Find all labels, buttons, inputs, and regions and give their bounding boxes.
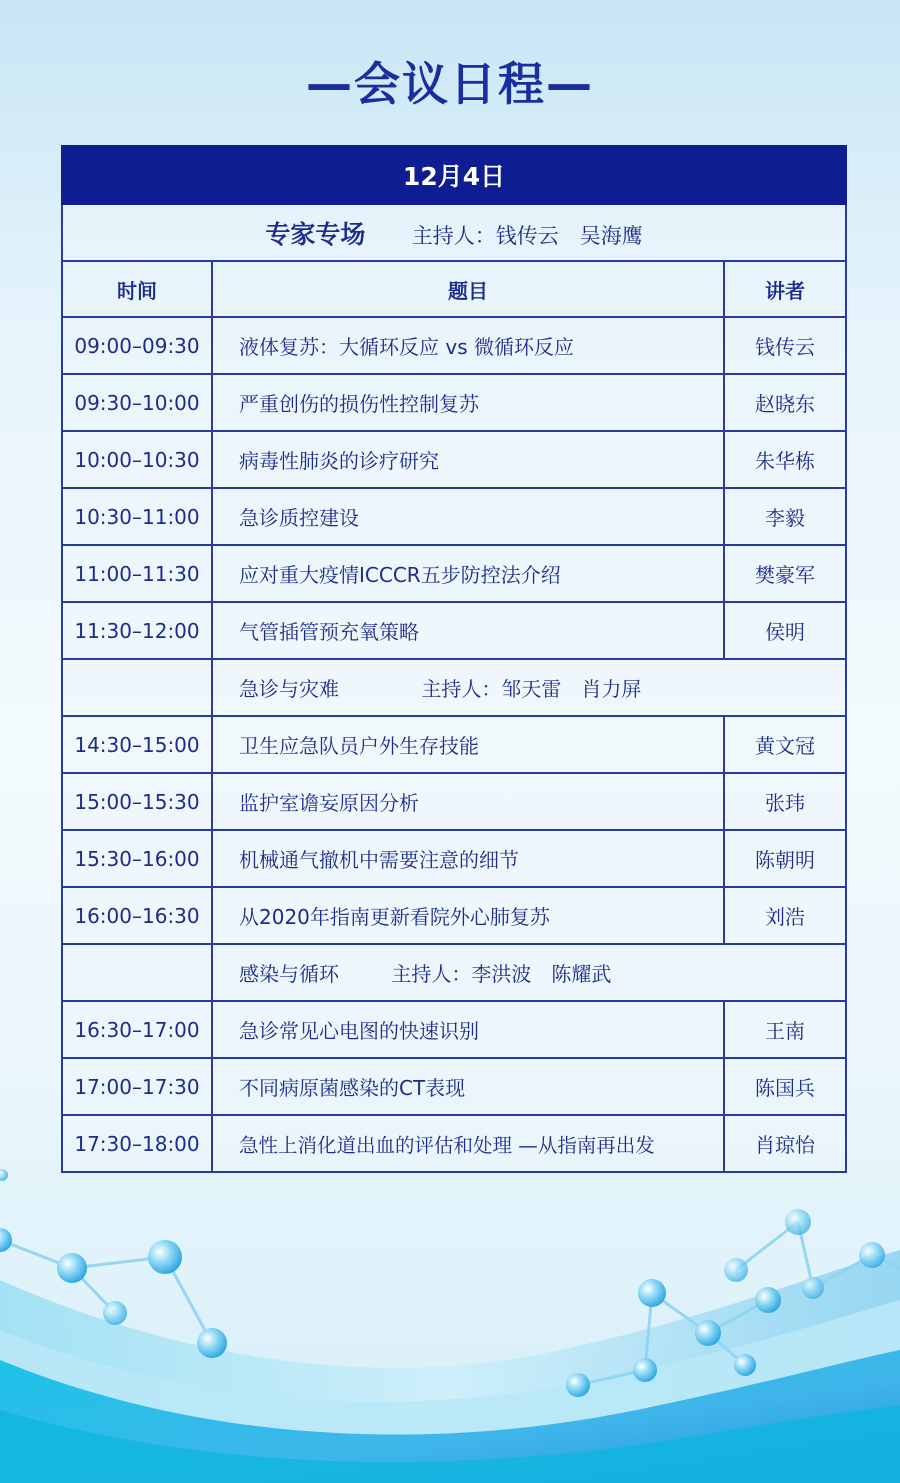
header-topic: 题目 bbox=[212, 261, 724, 317]
table-row bbox=[62, 1001, 846, 1058]
subsession-name: 感染与循环 bbox=[239, 962, 339, 986]
topic-cell: 机械通气撤机中需要注意的细节 bbox=[212, 830, 724, 887]
speaker-cell: 侯明 bbox=[724, 602, 846, 659]
time-cell: 10:00–10:30 bbox=[62, 431, 212, 488]
topic-cell: 监护室谵妄原因分析 bbox=[212, 773, 724, 830]
speaker-cell: 陈国兵 bbox=[724, 1058, 846, 1115]
subsession-cell bbox=[212, 944, 846, 1001]
topic-cell: 病毒性肺炎的诊疗研究 bbox=[212, 431, 724, 488]
topic-cell: 急诊常见心电图的快速识别 bbox=[212, 1001, 724, 1058]
time-cell: 09:00–09:30 bbox=[62, 317, 212, 374]
session-hosts: 主持人：钱传云 吴海鹰 bbox=[411, 223, 643, 248]
session-row bbox=[62, 204, 846, 261]
speaker-cell: 朱华栋 bbox=[724, 431, 846, 488]
topic-cell: 严重创伤的损伤性控制复苏 bbox=[212, 374, 724, 431]
time-cell: 11:30–12:00 bbox=[62, 602, 212, 659]
time-cell: 11:00–11:30 bbox=[62, 545, 212, 602]
table-row bbox=[62, 545, 846, 602]
table-row bbox=[62, 602, 846, 659]
time-cell: 14:30–15:00 bbox=[62, 716, 212, 773]
session-name: 专家专场 bbox=[265, 219, 366, 249]
table-row bbox=[62, 317, 846, 374]
subsession-row bbox=[62, 944, 846, 1001]
subsession-hosts: 主持人：邹天雷 肖力屏 bbox=[421, 677, 642, 701]
table-row bbox=[62, 1058, 846, 1115]
column-header-row bbox=[62, 261, 846, 317]
page-title: —会议日程— bbox=[306, 57, 594, 111]
speaker-cell: 李毅 bbox=[724, 488, 846, 545]
topic-cell: 卫生应急队员户外生存技能 bbox=[212, 716, 724, 773]
time-cell: 09:30–10:00 bbox=[62, 374, 212, 431]
time-cell: 10:30–11:00 bbox=[62, 488, 212, 545]
empty-cell bbox=[62, 944, 212, 1001]
subsession-name: 急诊与灾难 bbox=[239, 677, 339, 701]
topic-cell: 不同病原菌感染的CT表现 bbox=[212, 1058, 724, 1115]
subsession-cell bbox=[212, 659, 846, 716]
subsession-hosts: 主持人：李洪波 陈耀武 bbox=[391, 962, 612, 986]
topic-cell: 急诊质控建设 bbox=[212, 488, 724, 545]
header-time: 时间 bbox=[62, 261, 212, 317]
topic-cell: 液体复苏：大循环反应 vs 微循环反应 bbox=[212, 317, 724, 374]
table-row bbox=[62, 374, 846, 431]
table-row bbox=[62, 488, 846, 545]
table-row bbox=[62, 830, 846, 887]
speaker-cell: 钱传云 bbox=[724, 317, 846, 374]
time-cell: 15:30–16:00 bbox=[62, 830, 212, 887]
table-row bbox=[62, 716, 846, 773]
table-row bbox=[62, 773, 846, 830]
topic-cell: 急性上消化道出血的评估和处理 —从指南再出发 bbox=[212, 1115, 724, 1172]
speaker-cell: 张玮 bbox=[724, 773, 846, 830]
date-label: 12月4日 bbox=[62, 146, 846, 204]
speaker-cell: 陈朝明 bbox=[724, 830, 846, 887]
speaker-cell: 肖琼怡 bbox=[724, 1115, 846, 1172]
schedule-table bbox=[61, 145, 847, 1173]
molecule-wave-decoration bbox=[0, 1160, 900, 1483]
session-cell bbox=[62, 204, 846, 261]
topic-cell: 气管插管预充氧策略 bbox=[212, 602, 724, 659]
table-row bbox=[62, 431, 846, 488]
speaker-cell: 樊豪军 bbox=[724, 545, 846, 602]
topic-cell: 应对重大疫情ICCCR五步防控法介绍 bbox=[212, 545, 724, 602]
topic-cell: 从2020年指南更新看院外心肺复苏 bbox=[212, 887, 724, 944]
speaker-cell: 刘浩 bbox=[724, 887, 846, 944]
time-cell: 16:30–17:00 bbox=[62, 1001, 212, 1058]
subsession-row bbox=[62, 659, 846, 716]
speaker-cell: 黄文冠 bbox=[724, 716, 846, 773]
table-row bbox=[62, 887, 846, 944]
time-cell: 15:00–15:30 bbox=[62, 773, 212, 830]
empty-cell bbox=[62, 659, 212, 716]
header-speaker: 讲者 bbox=[724, 261, 846, 317]
speaker-cell: 王南 bbox=[724, 1001, 846, 1058]
time-cell: 17:30–18:00 bbox=[62, 1115, 212, 1172]
time-cell: 17:00–17:30 bbox=[62, 1058, 212, 1115]
time-cell: 16:00–16:30 bbox=[62, 887, 212, 944]
speaker-cell: 赵晓东 bbox=[724, 374, 846, 431]
date-header-row bbox=[62, 146, 846, 204]
